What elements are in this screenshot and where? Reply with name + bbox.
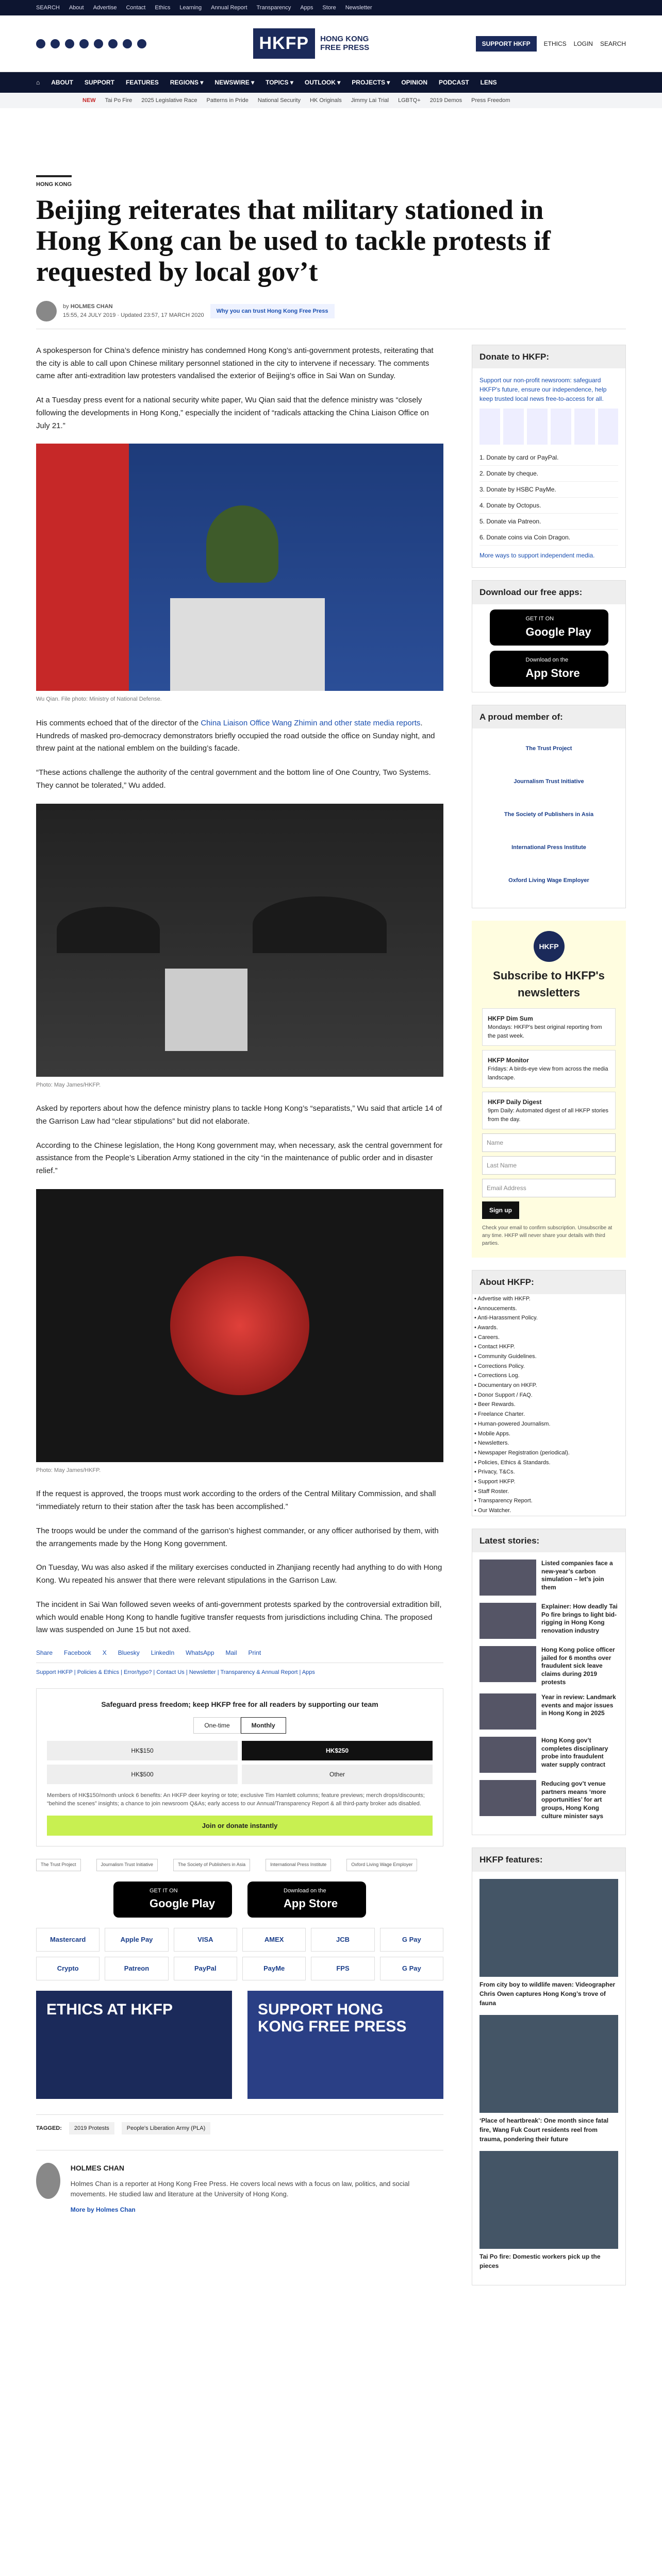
about-link[interactable]: • Contact HKFP. [474,1344,515,1350]
feature-image [479,2015,618,2113]
about-link[interactable]: • Advertise with HKFP. [474,1295,531,1302]
topbar-newsletter[interactable]: Newsletter [345,4,372,11]
photo-protest [36,804,443,1077]
nav-opinion[interactable]: OPINION [401,79,427,86]
trending-item[interactable]: HK Originals [309,97,342,104]
article-category[interactable]: HONG KONG [36,175,72,189]
member-logo[interactable]: The Society of Publishers in Asia [504,811,594,818]
story-title: Reducing gov’t venue partners means ‘more opportunities’ for art groups, Hong Kong culture minister says [541,1780,606,1820]
ethics-link[interactable]: ETHICS [543,40,567,47]
one-time-tab[interactable]: One-time [193,1717,240,1734]
about-link[interactable]: • Human-powered Journalism. [474,1420,551,1427]
more-ways-link[interactable]: More ways to support independent media. [479,552,595,560]
donate-options-list [479,450,618,546]
newsletter-desc: Mondays: HKFP's best original reporting from the past week. [488,1024,602,1039]
store-small-text: Download on the [525,657,569,664]
latest-story[interactable] [479,1560,618,1596]
nav-about[interactable]: ABOUT [51,79,73,86]
author-box [36,2150,443,2215]
latest-sidebar [472,1529,626,1835]
share-mail[interactable]: Mail [225,1649,237,1657]
paragraph: If the request is approved, the troops must work according to the orders of the Central Military Commission, and shall “immediately return to their station after the task has been accomplished.” [36,1489,436,1512]
donate-option[interactable]: 6. Donate coins via Coin Dragon. [479,530,618,546]
nav-lens[interactable]: LENS [480,79,497,86]
store-big-text: App Store [525,666,580,680]
author-info [71,2163,443,2215]
photo-wu-qian [36,444,443,691]
app-store-buttons [36,1882,443,1918]
latest-story[interactable] [479,1693,618,1730]
search-link[interactable]: SEARCH [600,40,626,47]
nav-support[interactable]: SUPPORT [84,79,114,86]
story-title: Hong Kong police officer jailed for 6 months over fraudulent sick leave claims during 2019 protests [541,1646,615,1686]
story-title: Year in review: Landmark events and major issues in Hong Kong in 2025 [541,1693,616,1717]
feature-story[interactable] [479,2151,618,2270]
store-big-text: App Store [284,1897,338,1910]
share-print[interactable]: Print [248,1649,261,1657]
donate-note: Members of HK$150/month unlock 6 benefits: An HKFP deer keyring or tote; exclusive Tim Hamlett columns; feature previews; merch drops/discounts; “behind the scenes” insights; a chance to join newsroom Q&As; early access to our Annual/Transparency Report & all third-party broker ads disabled. [47,1792,425,1807]
paragraph [36,717,443,755]
flag-image [36,444,129,691]
donate-option[interactable]: 2. Donate by cheque. [479,466,618,482]
name-field[interactable]: Name [482,1133,616,1152]
feature-title: ‘Place of heartbreak’: One month since fatal fire, Wang Fuk Court residents reel from trauma, pondering their future [479,2116,609,2143]
paragraph: “These actions challenge the authority of the central government and the bottom line of One Country, Two Systems. They cannot be tolerated,” Wu added. [36,768,431,790]
sidebar-heading: About HKFP: [472,1270,625,1294]
trending-item[interactable]: National Security [257,97,301,104]
sidebar-heading: A proud member of: [472,705,625,729]
photo-caption: Wu Qian. File photo: Ministry of National Defense. [36,696,162,703]
trending-item[interactable]: Patterns in Pride [206,97,249,104]
frequency-toggle [47,1717,433,1734]
newsletter-name: HKFP Daily Digest [488,1098,542,1106]
sidebar [472,345,626,2298]
tag-link[interactable]: People's Liberation Army (PLA) [122,2122,211,2135]
about-link[interactable]: • Awards. [474,1324,498,1331]
photo-emblem [36,1189,443,1462]
member-logo[interactable]: The Trust Project [525,745,572,752]
topbar-annual-report[interactable]: Annual Report [211,4,247,11]
join-donate-button[interactable]: Join or donate instantly [47,1816,433,1836]
nav-newswire[interactable]: NEWSWIRE ▾ [214,79,255,86]
donate-heading: Safeguard press freedom; keep HKFP free for all readers by supporting our team [101,1700,378,1708]
author-box-name[interactable]: HOLMES CHAN [70,2164,124,2173]
top-utility-bar [0,0,662,15]
payment-icons-strip [479,409,618,445]
trending-new-label: NEW [82,97,96,104]
threads-icon[interactable] [79,39,89,48]
about-link[interactable]: • Anti-Harassment Policy. [474,1315,538,1321]
author-avatar [36,301,57,321]
topbar-advertise[interactable]: Advertise [93,4,117,11]
payment-logo[interactable]: Crypto [36,1957,100,1980]
sidebar-heading: Latest stories: [472,1529,625,1553]
topbar-about[interactable]: About [69,4,84,11]
about-link[interactable]: • Beer Rewards. [474,1401,516,1408]
latest-stories [472,1552,625,1835]
share-whatsapp[interactable]: WhatsApp [186,1649,214,1657]
google-play-button[interactable] [490,609,608,646]
nav-topics[interactable]: TOPICS ▾ [266,79,293,86]
main-nav [0,72,662,93]
inline-link[interactable]: China Liaison Office Wang Zhimin and other state media reports [201,718,421,727]
about-link[interactable]: • Annoucements. [474,1305,517,1312]
social-icons [36,39,146,48]
about-link[interactable]: • Staff Roster. [474,1488,509,1495]
feature-image [479,1879,618,1977]
share-facebook[interactable]: Facebook [64,1649,91,1657]
paragraph: The incident in Sai Wan followed seven weeks of anti-government protests sparked by the controversial extradition bill, which would enable Hong Kong to handle fugitive transfer requests from jurisdictions including China. The proposed law was suspended on June 15 but not axed. [36,1600,442,1635]
page-wrap [36,175,626,2298]
story-title: Explainer: How deadly Tai Po fire brings to light bid-rigging in Hong Kong renovation industry [541,1603,618,1634]
app-store-button[interactable] [247,1882,366,1918]
story-thumbnail [479,1737,536,1773]
about-link[interactable]: • Corrections Policy. [474,1363,525,1369]
payment-logo[interactable]: VISA [174,1928,237,1952]
facebook-icon[interactable] [36,39,45,48]
payment-logo[interactable]: JCB [311,1928,374,1952]
paragraph: According to the Chinese legislation, the Hong Kong government may, when necessary, ask the central government for assistance from the People’s Liberation Army stationed in the city “in the maintenance of public order and in disaster relief.” [36,1141,443,1176]
member-sidebar [472,705,626,909]
paragraph: On Tuesday, Wu was also asked if the military exercises conducted in Zhanjiang recently had anything to do with Hong Kong. Wu repeated his answer that there were relevant stipulations in the Garrison Law. [36,1563,442,1585]
trust-logo[interactable]: The Society of Publishers in Asia [173,1859,250,1871]
feature-stories [472,1872,625,2285]
last-name-field[interactable]: Last Name [482,1156,616,1175]
story-thumbnail [479,1603,536,1639]
umbrella-shape [253,896,387,953]
podium [170,598,325,691]
paragraph: A spokesperson for China’s defence ministry has condemned Hong Kong’s anti-government protests, reiterating that the city is able to call upon Chinese military personnel stationed in the city to intervene if necessary. The comments came after anti-extradition law protesters vandalised the exterior of Beijing’s office in Sai Wan on Sunday. [36,346,434,381]
logo-text-line2: FREE PRESS [320,43,370,52]
publish-date: 15:55, 24 JULY 2019 [63,312,116,318]
payment-logo[interactable]: Patreon [105,1957,168,1980]
paragraph: At a Tuesday press event for a national security white paper, Wu Qian said that the defence ministry was “closely following the developments in Hong Kong,” especially the incident of “radicals attacking the China Liaison Office on July 21.” [36,396,429,430]
about-link[interactable]: • Support HKFP. [474,1478,516,1485]
youtube-icon[interactable] [108,39,118,48]
about-link[interactable]: • Careers. [474,1334,500,1341]
ad-space [0,108,662,175]
trending-item[interactable]: Jimmy Lai Trial [351,97,389,104]
trending-item[interactable]: 2019 Demos [429,97,462,104]
rss-icon[interactable] [137,39,146,48]
donate-option[interactable]: 4. Donate by Octopus. [479,498,618,514]
paragraph: Asked by reporters about how the defence ministry plans to tackle Hong Kong’s “separatists,” Wu said that article 14 of the Garrison Law had “clear stipulations” but did not elaborate. [36,1104,442,1126]
support-links-row[interactable]: Support HKFP | Policies & Ethics | Error/typo? | Contact Us | Newsletter | Transparency & Annual Report | Apps [36,1669,315,1676]
about-link[interactable]: • Transparency Report. [474,1498,533,1504]
story-thumbnail [479,1693,536,1730]
email-icon[interactable] [123,39,132,48]
share-bluesky[interactable]: Bluesky [118,1649,140,1657]
about-link[interactable]: • Mobile Apps. [474,1430,510,1437]
store-small-text: GET IT ON [150,1887,178,1894]
about-links [472,1294,625,1516]
topbar-ethics[interactable]: Ethics [155,4,171,11]
member-logo[interactable]: Journalism Trust Initiative [514,778,584,785]
share-x[interactable]: X [102,1649,107,1657]
about-link[interactable]: • Corrections Log. [474,1372,520,1379]
payment-logo[interactable]: Mastercard [36,1928,100,1952]
payment-logo[interactable]: G Pay [380,1928,443,1952]
share-bar [36,1648,443,1663]
newsletter-signup [472,921,626,1258]
newsletter-note: Check your email to confirm subscription. Unsubscribe at any time. HKFP will never share your details with third parties. [482,1225,613,1247]
linkedin-icon[interactable] [94,39,103,48]
topbar-store[interactable]: Store [322,4,336,11]
instagram-icon[interactable] [65,39,74,48]
about-link[interactable]: • Privacy, T&Cs. [474,1469,515,1476]
feature-story[interactable] [479,1879,618,2008]
amount-option[interactable]: Other [242,1765,433,1784]
donate-option[interactable]: 5. Donate via Patreon. [479,514,618,530]
umbrella-shape [57,907,160,953]
trust-logo[interactable]: The Trust Project [36,1859,81,1871]
about-link[interactable]: • Our Watcher. [474,1507,511,1514]
donate-widget [36,1688,443,1847]
latest-story[interactable] [479,1780,618,1820]
logo-text [320,35,369,52]
amount-option-selected[interactable]: HK$250 [242,1741,433,1760]
apps-sidebar [472,580,626,692]
nav-projects[interactable]: PROJECTS ▾ [352,79,390,86]
topbar-apps[interactable]: Apps [300,4,313,11]
photo-caption: Photo: May James/HKFP. [36,1467,101,1473]
byline-text: by HOLMES CHAN 15:55, 24 JULY 2019 · Updated 23:57, 17 MARCH 2020 [63,303,204,318]
promo-banners [36,1991,443,2099]
trust-logos [36,1859,443,1871]
newsletter-option[interactable] [482,1092,616,1129]
payment-logo[interactable]: AMEX [242,1928,306,1952]
payment-methods [36,1928,443,1980]
sidebar-body [472,368,625,567]
latest-story[interactable] [479,1646,618,1686]
about-link[interactable]: • Community Guidelines. [474,1353,537,1360]
photo-caption: Photo: May James/HKFP. [36,1081,101,1088]
newsletter-logo-icon: HKFP [534,931,565,962]
more-by-author-link[interactable]: More by Holmes Chan [70,2206,136,2214]
paragraph: The troops would be under the command of the garrison’s highest commander, or any officer authorised by them, with the arrangements made by the Hong Kong government. [36,1526,439,1548]
ethics-promo[interactable]: ETHICS AT HKFP [36,1991,232,2099]
trending-item[interactable]: LGBTQ+ [398,97,421,104]
author-bio: Holmes Chan is a reporter at Hong Kong Free Press. He covers local news with a focus on law, politics, and social movements. He studied law and literature at the University of Hong Kong. [70,2180,410,2198]
tag-link[interactable]: 2019 Protests [69,2122,114,2135]
site-header [0,15,662,72]
monthly-tab[interactable]: Monthly [241,1717,286,1734]
logo-mark: HKFP [253,28,316,59]
story-title: Listed companies face a new-year’s carbon simulation – let’s join them [541,1560,613,1591]
payment-logo[interactable]: Apple Pay [105,1928,168,1952]
feature-image [479,2151,618,2249]
payment-logo[interactable]: PayPal [174,1957,237,1980]
story-title: Hong Kong gov’t completes disciplinary probe into fraudulent water supply contract [541,1737,608,1768]
newsletter-title: Subscribe to HKFP's newsletters [493,969,605,999]
nav-outlook[interactable]: OUTLOOK ▾ [304,79,341,86]
share-label: Share [36,1649,53,1657]
support-promo[interactable]: SUPPORT HONG KONG FREE PRESS [247,1991,443,2099]
main-layout [36,345,626,2298]
amount-option[interactable]: HK$150 [47,1741,238,1760]
banner-shape [165,969,247,1051]
author-name[interactable]: HOLMES CHAN [70,303,113,310]
home-icon[interactable]: ⌂ [36,79,40,86]
newsletter-option[interactable] [482,1050,616,1088]
story-thumbnail [479,1560,536,1596]
trust-link[interactable]: Why you can trust Hong Kong Free Press [210,304,335,319]
newsletter-name: HKFP Monitor [488,1057,529,1064]
feature-title: Tai Po fire: Domestic workers pick up the pieces [479,2252,601,2269]
app-store-button[interactable] [490,651,608,687]
trust-logo[interactable]: Oxford Living Wage Employer [346,1859,417,1871]
amount-options [47,1741,433,1784]
article-body [36,345,443,2298]
about-link[interactable]: • Newspaper Registration (periodical). [474,1449,570,1456]
about-link[interactable]: • Newsletters. [474,1440,509,1447]
store-big-text: Google Play [150,1897,216,1910]
updated-date: Updated 23:57, 17 MARCH 2020 [121,312,204,318]
byline [36,301,626,329]
newsletter-desc: 9pm Daily: Automated digest of all HKFP stories from the day. [488,1108,608,1123]
sidebar-heading: Donate to HKFP: [472,345,625,369]
features-sidebar [472,1848,626,2285]
article-title: Beijing reiterates that military stationed in Hong Kong can be used to tackle protests if requested by local gov’t [36,194,551,287]
story-thumbnail [479,1780,536,1816]
amount-option[interactable]: HK$500 [47,1765,238,1784]
topbar-contact[interactable]: Contact [126,4,146,11]
nav-podcast[interactable]: PODCAST [439,79,469,86]
author-avatar [36,2163,60,2199]
tags-row [36,2114,443,2135]
login-link[interactable]: LOGIN [573,40,593,47]
donate-text[interactable]: Support our non-profit newsroom: safeguard HKFP's future, ensure our independence, help keep trusted local news free-to-access for all. [479,377,607,403]
x-icon[interactable] [51,39,60,48]
about-link[interactable]: • Policies, Ethics & Standards. [474,1459,551,1466]
tagged-label: TAGGED: [36,2125,62,2131]
logo-text-line1: HONG KONG [320,35,369,43]
paragraph-text: . Hundreds of masked pro-democracy demonstrators briefly occupied the road outside the office on Sunday night, and threw paint at the national emblem on the building’s facade. [36,718,435,753]
support-hkfp-button[interactable]: SUPPORT HKFP [476,36,537,52]
store-small-text: GET IT ON [525,616,554,622]
about-link[interactable]: • Freelance Charter. [474,1411,525,1418]
paragraph-text: His comments echoed that of the director of the [36,718,201,727]
donate-option[interactable]: 3. Donate by HSBC PayMe. [479,482,618,498]
member-logo[interactable]: International Press Institute [511,844,586,851]
nav-regions[interactable]: REGIONS ▾ [170,79,204,86]
emblem-shape [170,1256,309,1395]
trending-item[interactable]: Press Freedom [471,97,510,104]
feature-story[interactable] [479,2015,618,2144]
nav-features[interactable]: FEATURES [125,79,159,86]
google-play-button[interactable] [113,1882,232,1918]
payment-logo[interactable]: G Pay [380,1957,443,1980]
store-small-text: Download on the [284,1887,326,1894]
story-thumbnail [479,1646,536,1682]
topbar-learning[interactable]: Learning [179,4,202,11]
email-field[interactable]: Email Address [482,1179,616,1197]
header-actions [476,36,626,52]
about-link[interactable]: • Documentary on HKFP. [474,1382,537,1389]
signup-button[interactable]: Sign up [482,1201,519,1219]
sidebar-heading: HKFP features: [472,1848,625,1872]
about-link[interactable]: • Donor Support / FAQ. [474,1392,533,1398]
member-logos [472,728,625,908]
topbar-search[interactable]: SEARCH [36,4,60,11]
trust-logo[interactable]: Journalism Trust Initiative [96,1859,158,1871]
speaker-figure [206,505,278,583]
newsletter-desc: Fridays: A birds-eye view from across the media landscape. [488,1066,608,1081]
trending-bar [0,93,662,108]
newsletter-name: HKFP Dim Sum [488,1015,533,1023]
newsletter-option[interactable] [482,1008,616,1046]
feature-title: From city boy to wildlife maven: Videographer Chris Owen captures Hong Kong’s trove of fauna [479,1980,616,2007]
topbar-transparency[interactable]: Transparency [256,4,291,11]
payment-logo[interactable]: FPS [311,1957,374,1980]
latest-story[interactable] [479,1603,618,1639]
trending-item[interactable]: 2025 Legislative Race [141,97,197,104]
store-big-text: Google Play [525,625,591,638]
payment-logo[interactable]: PayMe [242,1957,306,1980]
trending-item[interactable]: Tai Po Fire [105,97,133,104]
share-linkedin[interactable]: LinkedIn [151,1649,175,1657]
donate-option[interactable]: 1. Donate by card or PayPal. [479,450,618,466]
donate-sidebar [472,345,626,568]
site-logo[interactable] [253,28,370,59]
about-sidebar [472,1270,626,1516]
latest-story[interactable] [479,1737,618,1773]
member-logo[interactable]: Oxford Living Wage Employer [508,877,589,884]
trust-logo[interactable]: International Press Institute [266,1859,331,1871]
sidebar-heading: Download our free apps: [472,581,625,604]
